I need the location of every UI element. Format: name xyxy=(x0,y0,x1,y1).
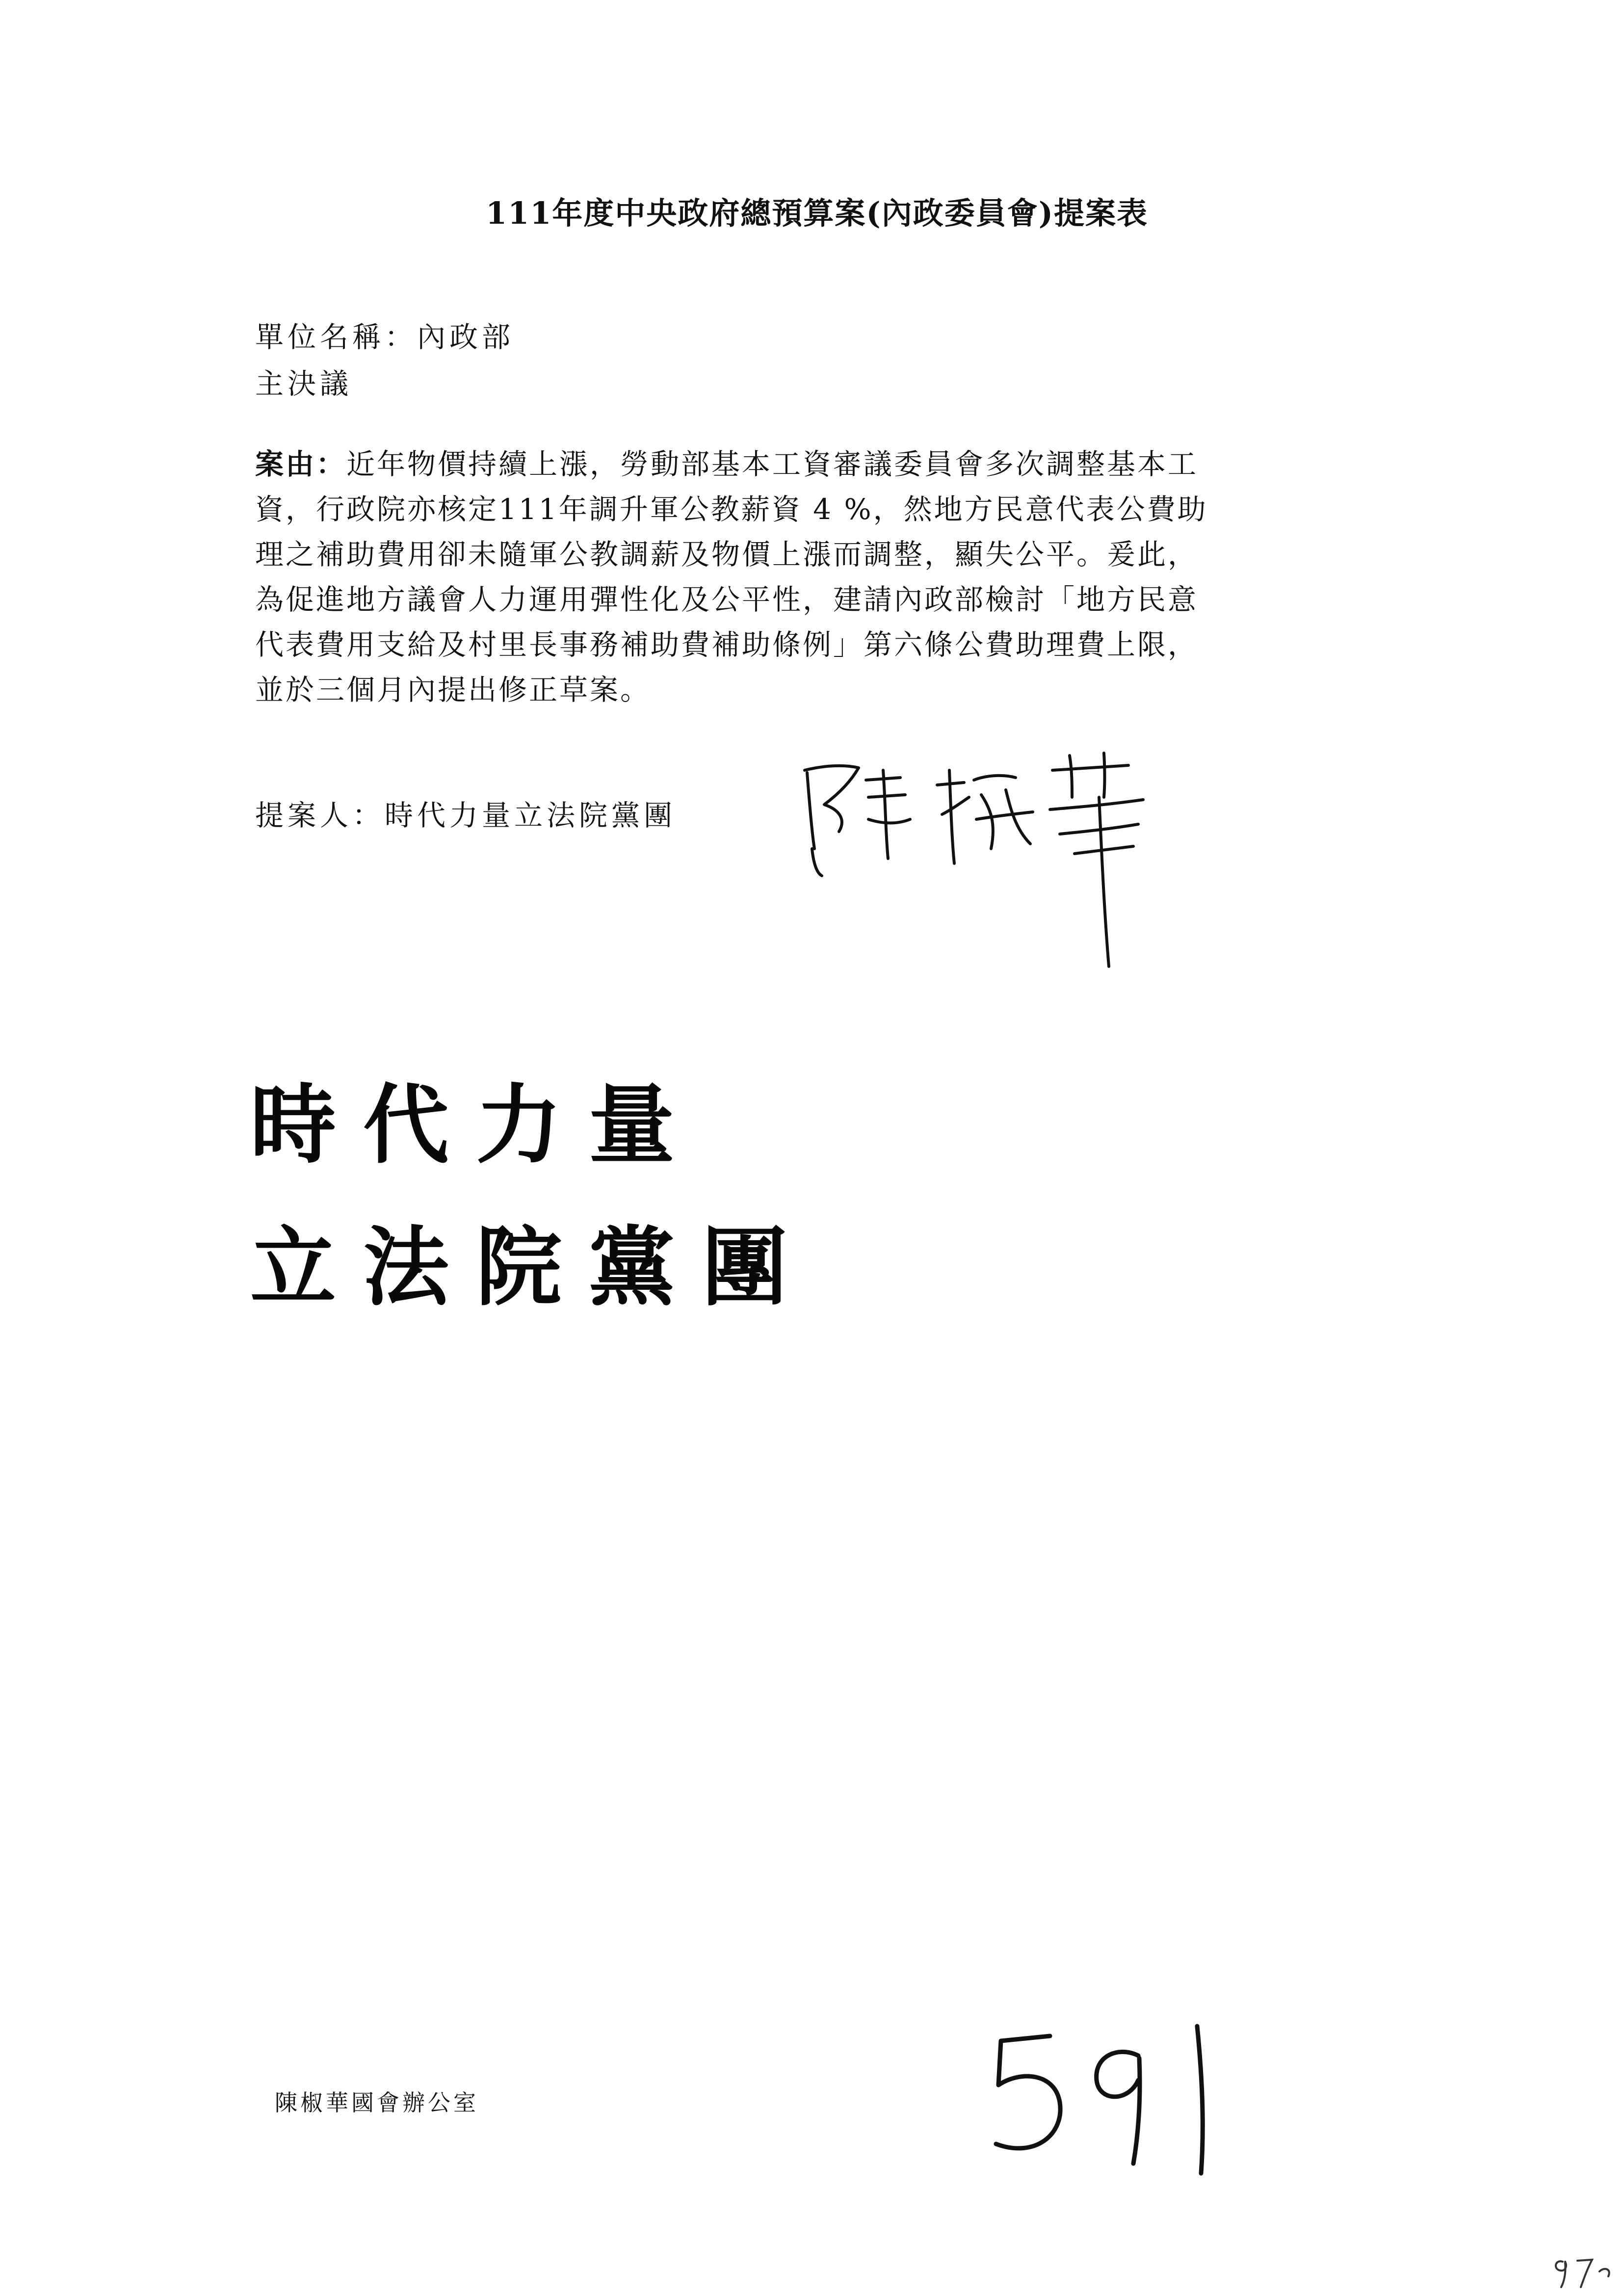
proposer-line: 提案人：時代力量立法院黨團 xyxy=(255,799,677,832)
unit-name-line: 單位名稱：內政部 xyxy=(255,320,515,354)
reason-line: 為促進地方議會人力運用彈性化及公平性，建請內政部檢討「地方民意 xyxy=(255,583,1199,616)
reason-text: 近年物價持續上漲，勞動部基本工資審議委員會多次調整基本工 xyxy=(346,447,1199,481)
handwritten-page-number xyxy=(981,2016,1256,2178)
reason-line xyxy=(255,442,1462,487)
reason-line: 並於三個月內提出修正草案。 xyxy=(255,673,651,706)
office-footer: 陳椒華國會辦公室 xyxy=(275,2089,479,2116)
document-title: 111年度中央政府總預算案(內政委員會)提案表 xyxy=(486,195,1149,231)
handwritten-signature xyxy=(785,751,1168,976)
reason-line: 資，行政院亦核定111年調升軍公教薪資 4 %，然地方民意代表公費助 xyxy=(255,493,1208,526)
stamp-line-1: 時代力量 xyxy=(250,1076,702,1175)
reason-label: 案由： xyxy=(255,447,347,481)
handwritten-corner-mark xyxy=(1550,2252,1619,2291)
reason-line: 代表費用支給及村里長事務補助費補助條例」第六條公費助理費上限， xyxy=(255,628,1199,661)
party-caucus-stamp xyxy=(250,1055,814,1339)
reason-block xyxy=(255,442,1462,712)
stamp-line-2: 立法院黨團 xyxy=(250,1218,814,1318)
decision-type: 主決議 xyxy=(255,367,353,400)
reason-line: 理之補助費用卻未隨軍公教調薪及物價上漲而調整，顯失公平。爰此， xyxy=(255,538,1199,571)
